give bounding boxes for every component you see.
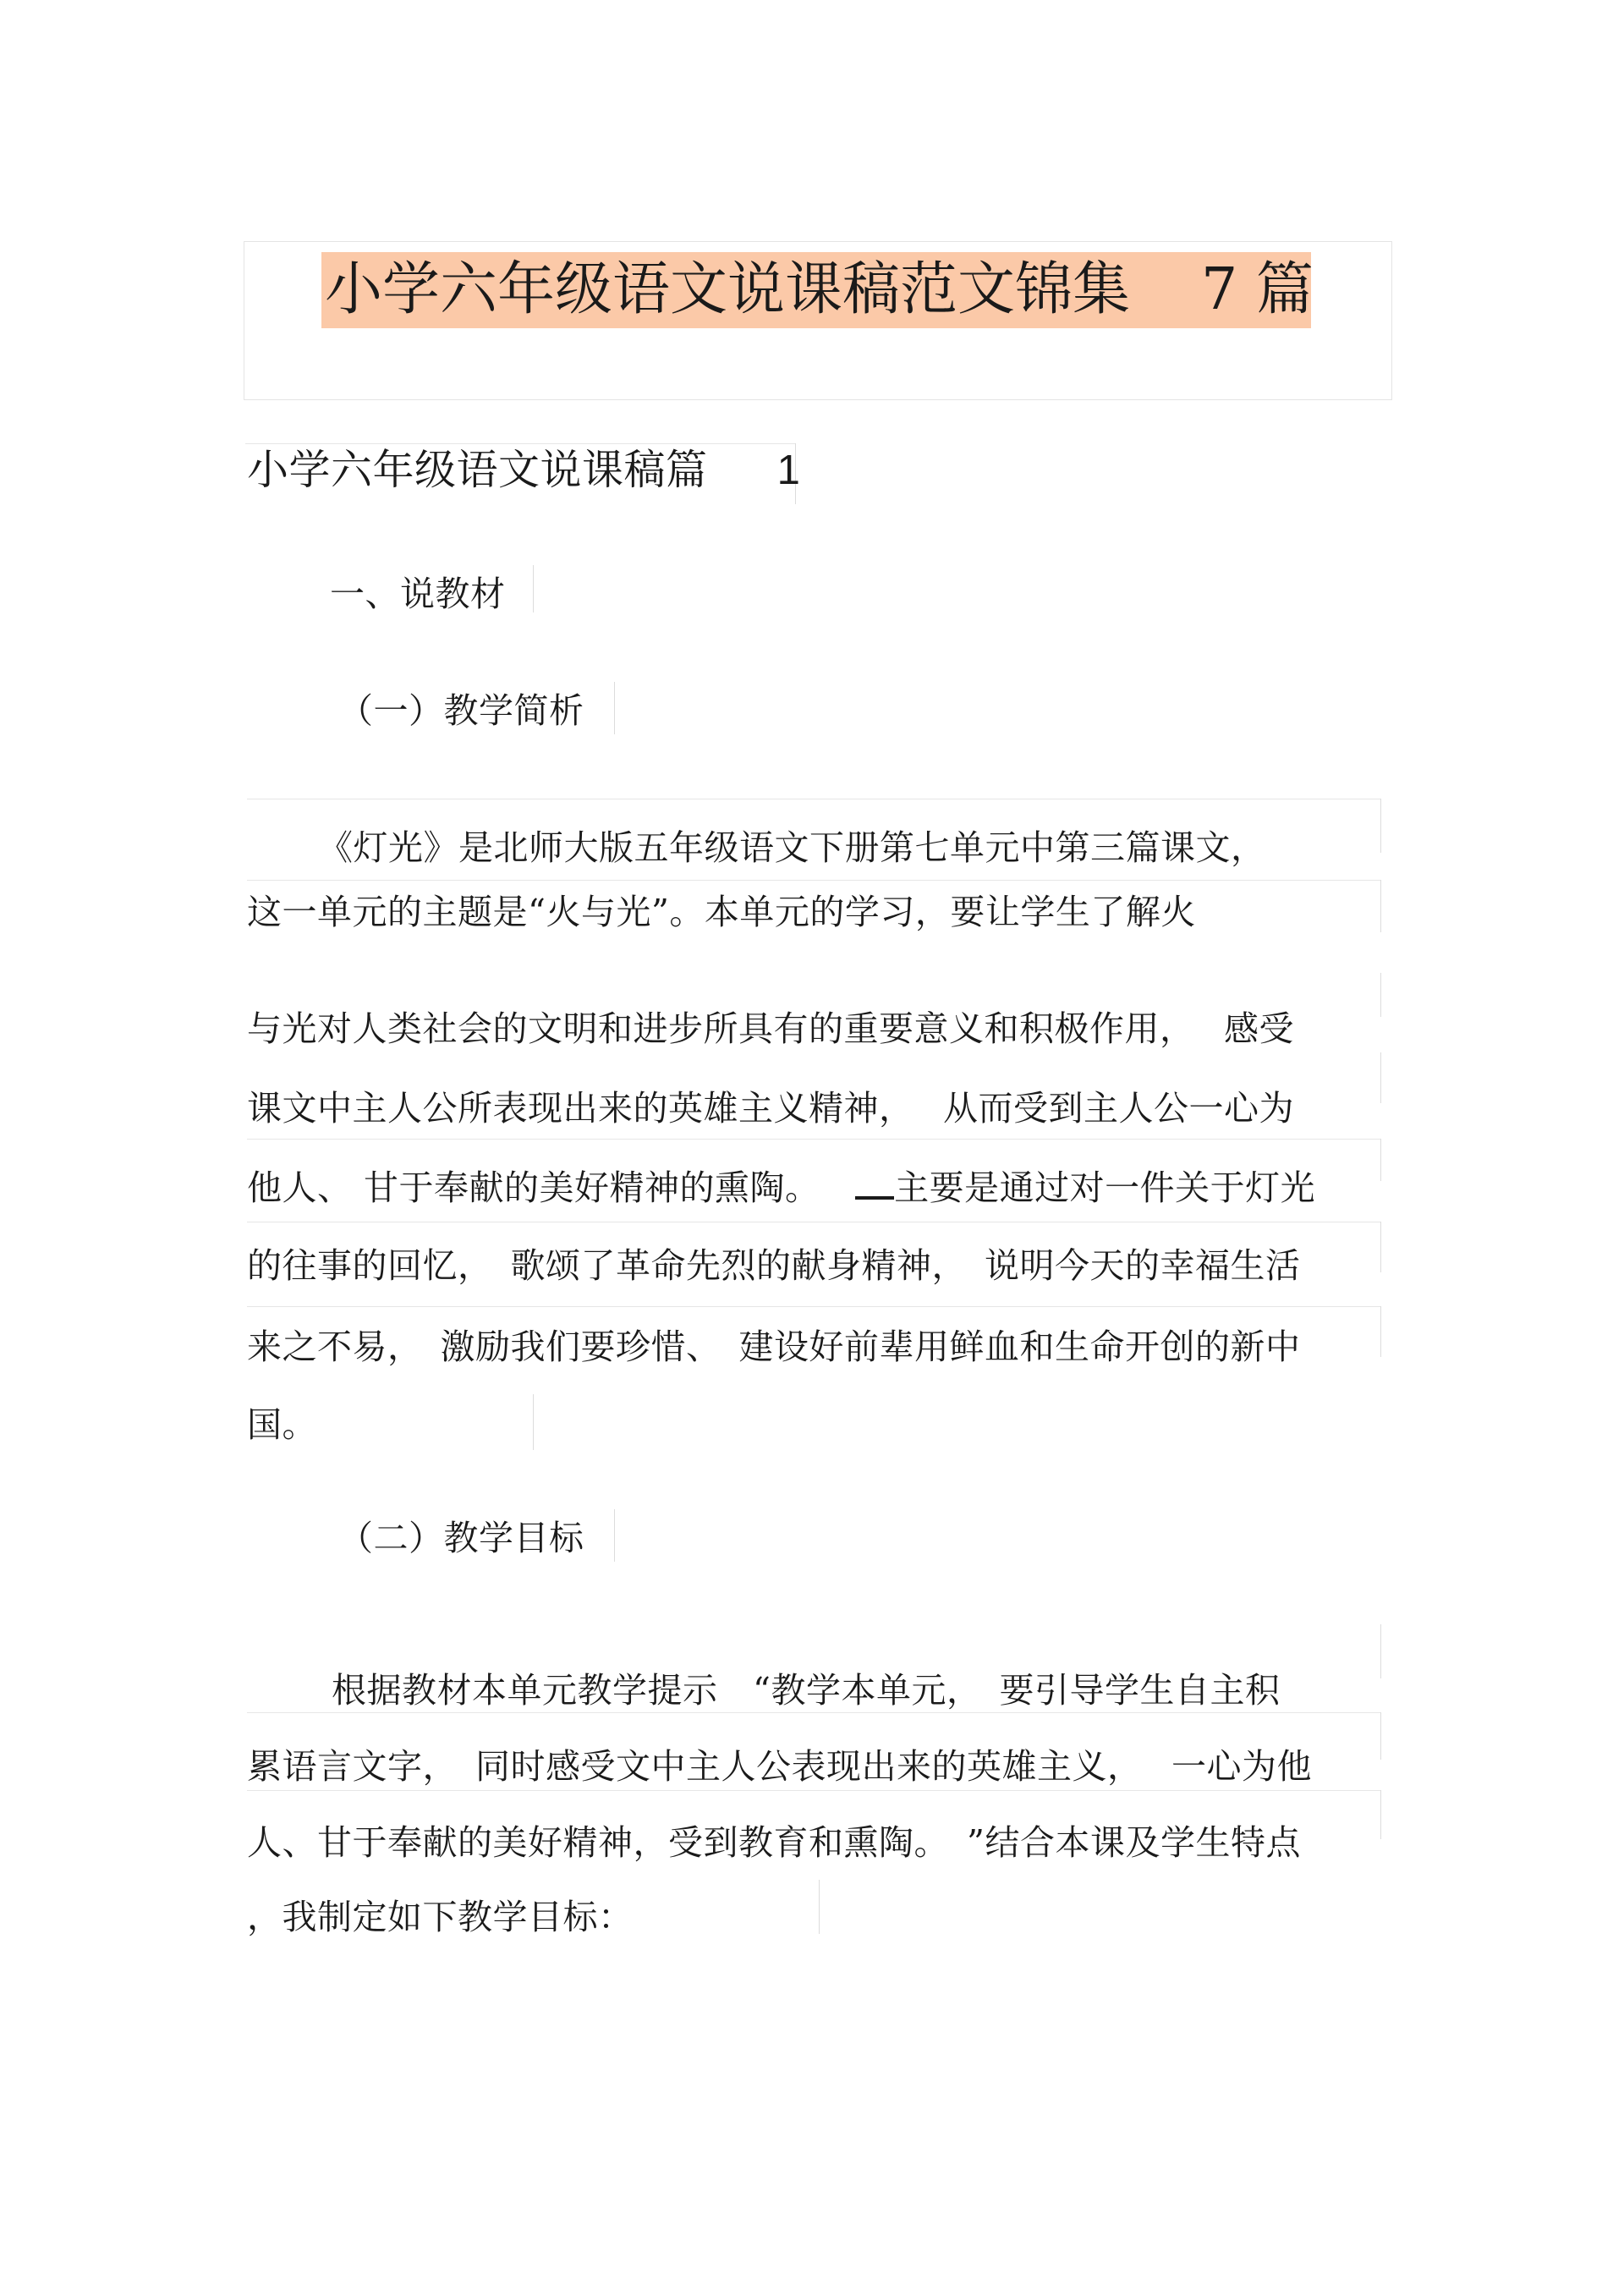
rule-line — [247, 1139, 1380, 1140]
paragraph-1-line-5 — [247, 1166, 1315, 1210]
rule-line — [1380, 1712, 1381, 1760]
rule-line — [819, 1880, 820, 1934]
rule-line — [1380, 880, 1381, 932]
rule-line — [1380, 1139, 1381, 1181]
rule-line — [614, 682, 615, 734]
rule-line — [1380, 799, 1381, 853]
paragraph-1-line-6: 的往事的回忆， 歌颂了革命先烈的献身精神， 说明今天的幸福生活 — [247, 1245, 1301, 1286]
paragraph-2-line-2: 累语言文字， 同时感受文中主人公表现出来的英雄主义， 一心为他 — [247, 1746, 1313, 1787]
rule-line — [1380, 1052, 1381, 1103]
rule-line — [247, 1712, 1380, 1713]
rule-line — [247, 1790, 1380, 1791]
paragraph-1-line-2: 这一单元的主题是“火与光”。本单元的学习，要让学生了解火 — [247, 892, 1196, 932]
rule-line — [1380, 973, 1381, 1017]
document-title-main: 小学六年级语文说课稿范文锦集 — [325, 256, 1131, 323]
rule-line — [1380, 1790, 1381, 1839]
section-heading-number: 1 — [776, 448, 801, 493]
fill-in-blank — [855, 1171, 894, 1200]
paragraph-1-line-4: 课文中主人公所表现出来的英雄主义精神， 从而受到主人公一心为 — [247, 1088, 1295, 1129]
sub-heading-2: （二）教学目标 — [338, 1518, 584, 1558]
rule-line — [1380, 1306, 1381, 1357]
sub-heading-1: （一）教学简析 — [338, 690, 584, 731]
rule-line — [247, 1306, 1380, 1307]
rule-line — [1380, 1624, 1381, 1678]
section-heading — [247, 448, 800, 492]
paragraph-1-line-7: 来之不易， 激励我们要珍惜、 建设好前辈用鲜血和生命开创的新中 — [247, 1327, 1301, 1367]
rule-line — [245, 443, 795, 444]
rule-line — [247, 880, 1380, 881]
rule-line — [533, 1394, 534, 1450]
paragraph-2-line-1: 根据教材本单元教学提示 “教学本单元， 要引导学生自主积 — [332, 1670, 1281, 1711]
rule-line — [614, 1509, 615, 1562]
paragraph-2-line-3: 人、甘于奉献的美好精神，受到教育和熏陶。 ”结合本课及学生特点 — [247, 1822, 1301, 1863]
rule-line — [1380, 1222, 1381, 1272]
section-heading-text: 小学六年级语文说课稿篇 — [247, 446, 708, 494]
paragraph-1-line-5-end: 主要是通过对一件关于灯光 — [894, 1167, 1316, 1208]
paragraph-1-line-3: 与光对人类社会的文明和进步所具有的重要意义和积极作用， 感受 — [247, 1008, 1295, 1049]
paragraph-1-line-5-start: 他人、 甘于奉献的美好精神的熏陶。 — [247, 1167, 820, 1208]
document-title — [321, 252, 1314, 328]
paragraph-1-line-1: 《灯光》是北师大版五年级语文下册第七单元中第三篇课文， — [318, 827, 1266, 868]
paragraph-1-line-8: 国。 — [247, 1404, 317, 1445]
rule-line — [533, 565, 534, 612]
document-title-count: 7 篇 — [1201, 256, 1314, 323]
part-heading: 一、说教材 — [330, 574, 506, 614]
paragraph-2-line-4: ，我制定如下教学目标： — [247, 1897, 634, 1937]
